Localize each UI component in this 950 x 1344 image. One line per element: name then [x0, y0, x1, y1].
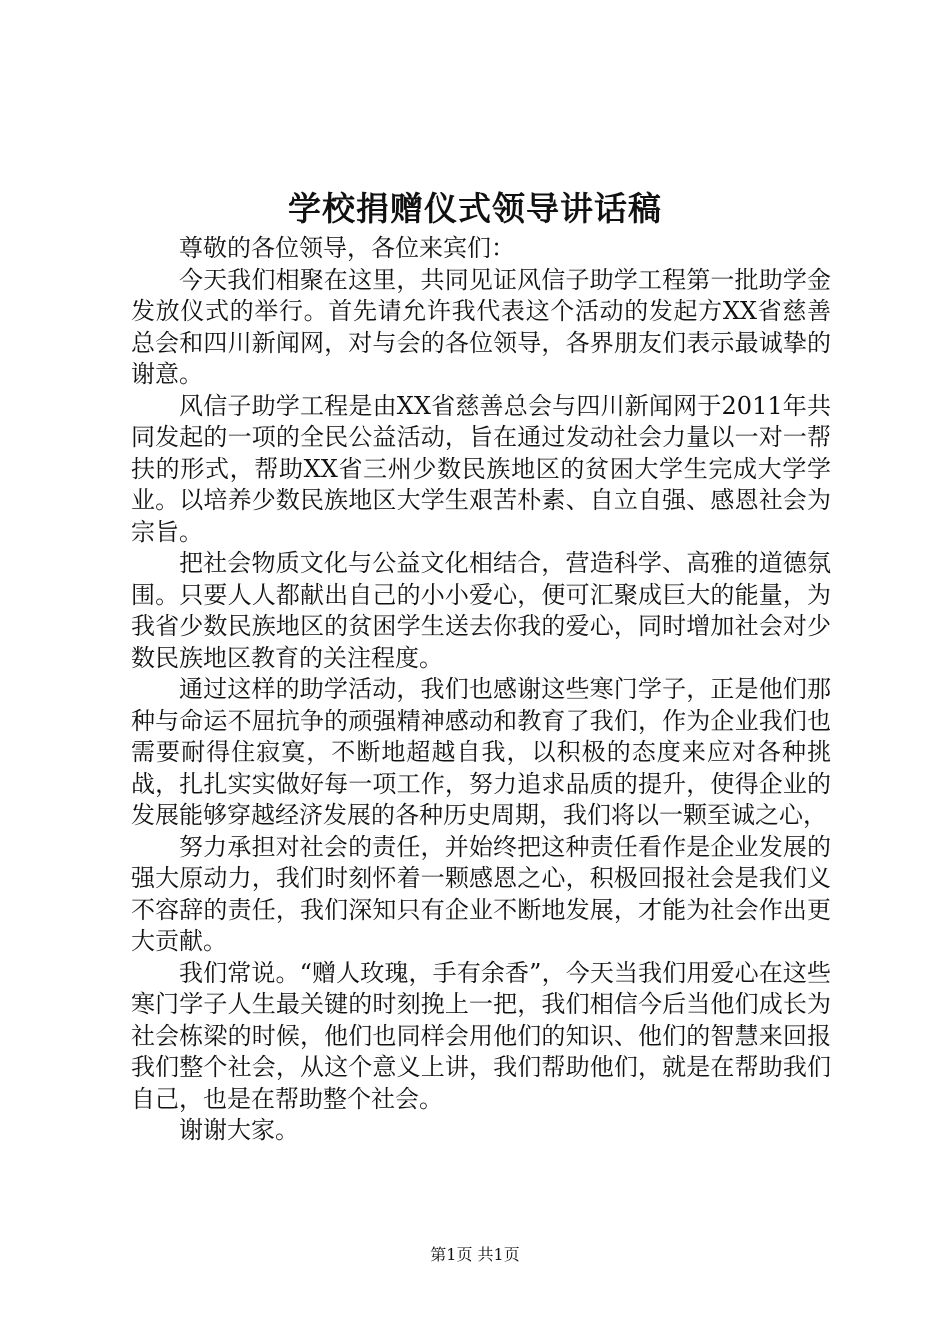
body-paragraph: 我们常说。“赠人玫瑰，手有余香”，今天当我们用爱心在这些寒门学子人生最关键的时刻挽上一把，我们相信今后当他们成长为社会栋梁的时候，他们也同样会用他们的知识、他们的智慧来回报我们整个社会，从这个意义上讲，我们帮助他们，就是在帮助我们自己，也是在帮助整个社会。: [131, 958, 831, 1113]
document-title: 学校捐赠仪式领导讲话稿: [288, 189, 662, 228]
body-paragraph: 风信子助学工程是由XX省慈善总会与四川新闻网于2011年共同发起的一项的全民公益活动，旨在通过发动社会力量以一对一帮扶的形式，帮助XX省三州少数民族地区的贫困大学生完成大学学业。以培养少数民族地区大学生艰苦朴素、自立自强、感恩社会为宗旨。: [131, 391, 831, 546]
closing-paragraph: 谢谢大家。: [179, 1116, 299, 1144]
page-number-footer: 第1页 共1页: [430, 1245, 520, 1264]
body-paragraph: 把社会物质文化与公益文化相结合，营造科学、高雅的道德氛围。只要人人都献出自己的小小爱心，便可汇聚成巨大的能量，为我省少数民族地区的贫困学生送去你我的爱心，同时增加社会对少数民族地区教育的关注程度。: [131, 549, 831, 672]
body-paragraph: 今天我们相聚在这里，共同见证风信子助学工程第一批助学金发放仪式的举行。首先请允许我代表这个活动的发起方XX省慈善总会和四川新闻网，对与会的各位领导，各界朋友们表示最诚挚的谢意。: [131, 265, 831, 388]
body-paragraph: 努力承担对社会的责任，并始终把这种责任看作是企业发展的强大原动力，我们时刻怀着一颗感恩之心，积极回报社会是我们义不容辞的责任，我们深知只有企业不断地发展，才能为社会作出更大贡献。: [131, 832, 831, 955]
salutation-paragraph: 尊敬的各位领导，各位来宾们：: [179, 234, 515, 262]
body-paragraph: 通过这样的助学活动，我们也感谢这些寒门学子，正是他们那种与命运不屈抗争的顽强精神感动和教育了我们，作为企业我们也需要耐得住寂寞，不断地超越自我，以积极的态度来应对各种挑战，扎扎实实做好每一项工作，努力追求品质的提升，使得企业的发展能够穿越经济发展的各种历史周期，我们将以一颗至诚之心，: [131, 675, 831, 829]
document-body: [131, 233, 831, 1147]
